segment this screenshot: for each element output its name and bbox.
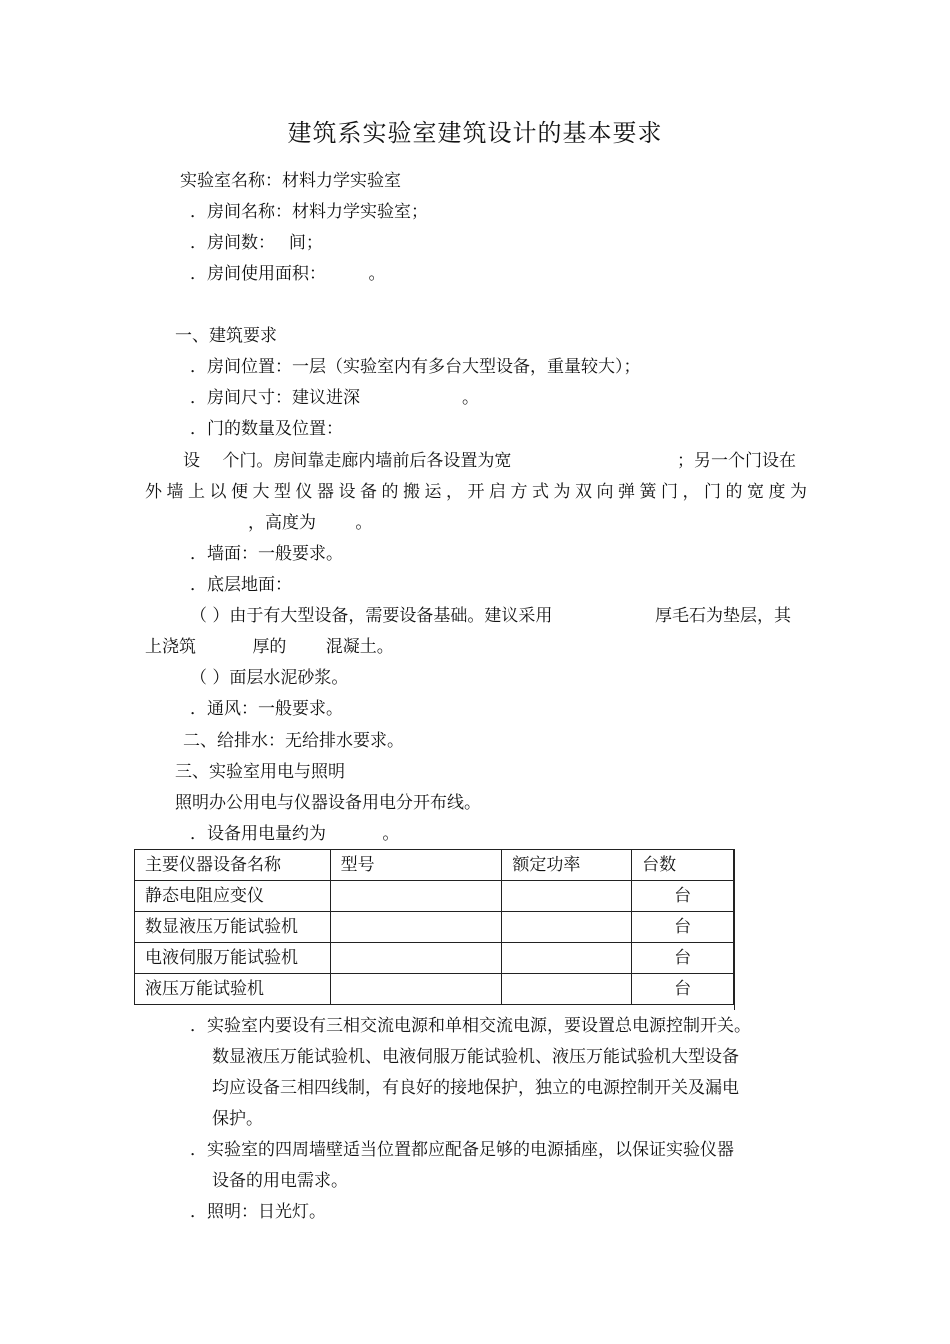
- table-cell-model: [330, 912, 502, 943]
- section-3-intro: 照明办公用电与仪器设备用电分开布线。: [175, 793, 481, 813]
- table-cell-power: [502, 881, 632, 912]
- door-para-line2-char: 开: [467, 482, 485, 502]
- table-cell-model: [330, 881, 502, 912]
- door-para-line2-char: 方: [510, 482, 528, 502]
- door-para-line2-char: ，: [446, 482, 463, 502]
- door-para-line2-char: 为: [553, 482, 571, 502]
- floor-heading: ．底层地面：: [190, 575, 292, 595]
- floor-item-1c: 上浇筑 厚的 混凝土。: [145, 637, 394, 657]
- table-header-cell: 额定功率: [502, 850, 632, 881]
- table-header-cell: 型号: [330, 850, 502, 881]
- door-para-line2-char: 双: [575, 482, 592, 502]
- ventilation: ．通风：一般要求。: [190, 699, 343, 719]
- room-area: ．房间使用面积： 。: [190, 264, 386, 284]
- table-cell-model: [330, 974, 502, 1005]
- door-para-line1a: 设 个门。房间靠走廊内墙前后各设置为宽: [183, 451, 512, 471]
- table-cell-name: 静态电阻应变仪: [135, 881, 331, 912]
- door-para-line2-char: 簧: [639, 482, 657, 502]
- door-count-position: ．门的数量及位置：: [190, 419, 343, 439]
- note-1-line-4: 保护。: [212, 1109, 263, 1129]
- door-para-line2-char: 运: [424, 482, 442, 502]
- door-para-line2-char: 器: [317, 482, 334, 502]
- table-cell-name: 电液伺服万能试验机: [135, 943, 331, 974]
- door-para-line2: [145, 481, 807, 503]
- section-3-heading: 三、实验室用电与照明: [175, 762, 345, 782]
- door-para-line2-char: 便: [231, 482, 248, 502]
- table-header-row: [135, 850, 734, 881]
- room-name: ．房间名称：材料力学实验室；: [190, 202, 428, 222]
- floor-item-1b: 厚毛石为垫层，其: [655, 606, 791, 626]
- door-para-line2-char: 门: [704, 482, 721, 502]
- door-para-line2-char: 弹: [618, 482, 635, 502]
- table-cell-power: [502, 943, 632, 974]
- section-2: 二、给排水：无给排水要求。: [183, 731, 404, 751]
- door-para-line2-char: 以: [209, 482, 227, 502]
- door-para-line2-char: 为: [790, 482, 807, 502]
- wall-requirement: ．墙面：一般要求。: [190, 544, 343, 564]
- door-para-line2-char: 的: [725, 482, 743, 502]
- door-para-line2-char: 度: [768, 482, 786, 502]
- table-row: [135, 974, 734, 1005]
- section-1-heading: 一、建筑要求: [175, 326, 277, 346]
- table-header-cell: 主要仪器设备名称: [135, 850, 331, 881]
- door-para-line2-char: 仪: [295, 482, 313, 502]
- table-frame-edge: [732, 849, 735, 1010]
- door-para-line2-char: 墙: [166, 482, 184, 502]
- note-1-line-1: ．实验室内要设有三相交流电源和单相交流电源，要设置总电源控制开关。: [190, 1016, 751, 1036]
- table-cell-power: [502, 974, 632, 1005]
- room-count: ．房间数： 间；: [190, 233, 323, 253]
- table-cell-power: [502, 912, 632, 943]
- table-cell-model: [330, 943, 502, 974]
- door-para-line2-char: 上: [188, 482, 205, 502]
- door-para-line2-char: 备: [360, 482, 377, 502]
- table-cell-count: 台: [632, 974, 734, 1005]
- table-cell-name: 液压万能试验机: [135, 974, 331, 1005]
- lab-name: 实验室名称：材料力学实验室: [180, 171, 401, 191]
- table-cell-name: 数显液压万能试验机: [135, 912, 331, 943]
- door-para-line2-char: 大: [252, 482, 270, 502]
- door-para-line2-char: 宽: [747, 482, 764, 502]
- door-para-line2-char: 式: [532, 482, 549, 502]
- note-1-line-2: 数显液压万能试验机、电液伺服万能试验机、液压万能试验机大型设备: [212, 1047, 739, 1067]
- note-3-line-1: ．照明：日光灯。: [190, 1202, 326, 1222]
- room-location: ．房间位置：一层（实验室内有多台大型设备，重量较大）；: [190, 357, 641, 377]
- door-para-line2-char: 向: [596, 482, 614, 502]
- door-para-line2-char: 门: [661, 482, 678, 502]
- door-para-line2-char: ，: [682, 482, 700, 502]
- door-para-line2-char: 外: [145, 482, 162, 502]
- table-row: [135, 912, 734, 943]
- table-row: [135, 943, 734, 974]
- door-para-line2-char: 设: [338, 482, 356, 502]
- door-para-line2-char: 搬: [403, 482, 420, 502]
- floor-item-2: （ ）面层水泥砂浆。: [190, 668, 349, 688]
- equipment-table: [134, 849, 734, 1005]
- note-2-line-2: 设备的用电需求。: [212, 1171, 348, 1191]
- table-cell-count: 台: [632, 912, 734, 943]
- table-row: [135, 881, 734, 912]
- room-size: ．房间尺寸：建议进深 。: [190, 388, 479, 408]
- door-para-line2-char: 启: [489, 482, 506, 502]
- document-title: 建筑系实验室建筑设计的基本要求: [287, 119, 663, 147]
- door-para-line3: ，高度为 。: [248, 513, 373, 533]
- door-para-line2-char: 型: [274, 482, 291, 502]
- note-2-line-1: ．实验室的四周墙壁适当位置都应配备足够的电源插座，以保证实验仪器: [190, 1140, 734, 1160]
- table-cell-count: 台: [632, 881, 734, 912]
- door-para-line2-char: 的: [381, 482, 399, 502]
- floor-item-1a: （ ）由于有大型设备，需要设备基础。建议采用: [190, 606, 553, 626]
- table-cell-count: 台: [632, 943, 734, 974]
- door-para-line1b: ；另一个门设在: [677, 451, 796, 471]
- power-usage: ．设备用电量约为 。: [190, 824, 400, 844]
- note-1-line-3: 均应设备三相四线制，有良好的接地保护，独立的电源控制开关及漏电: [212, 1078, 739, 1098]
- table-header-cell: 台数: [632, 850, 734, 881]
